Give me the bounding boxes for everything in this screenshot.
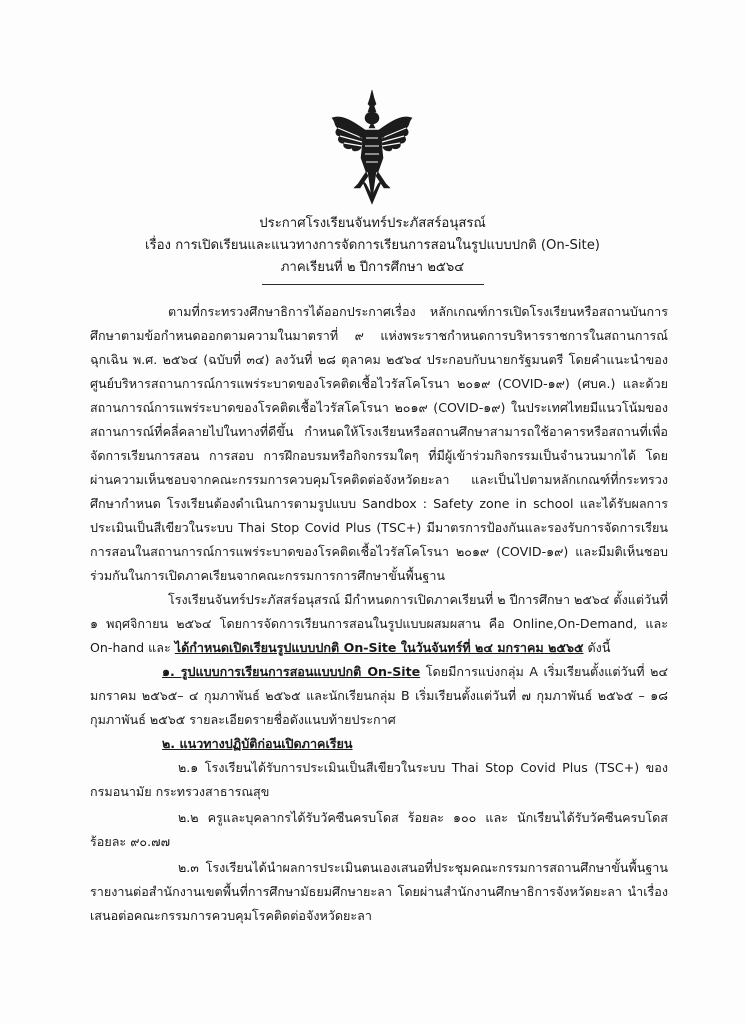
announcement-subject: เรื่อง การเปิดเรียนและแนวทางการจัดการเรียนการสอนในรูปแบบปกติ (On-Site) <box>145 238 600 253</box>
announcement-semester: ภาคเรียนที่ ๒ ปีการศึกษา ๒๕๖๔ <box>280 260 465 275</box>
section-2-3: ๒.๓ โรงเรียนได้นำผลการประเมินตนเองเสนอที่ประชุมคณะกรรมการสถานศึกษาขั้นพื้นฐาน รายงานต่อสำนักงานเขตพื้นที่การศึกษามัธยมศึกษายะลา โดยผ่านสำนักงานศึกษาธิการจังหวัดยะลา นำเรื่องเสนอต่อคณะกรรมการควบคุมโรคติดต่อจังหวัดยะลา <box>90 860 668 923</box>
section-2-heading: ๒. แนวทางปฏิบัติก่อนเปิดภาคเรียน <box>162 736 353 751</box>
section-1 <box>90 660 668 732</box>
section-2-2: ๒.๒ ครูและบุคลากรได้รับวัคซีนครบโดส ร้อยละ ๑๐๐ และ นักเรียนได้รับวัคซีนครบโดส ร้อยละ ๙๐.๗๗ <box>90 810 668 849</box>
paragraph-intro: ตามที่กระทรวงศึกษาธิการได้ออกประกาศเรื่อง หลักเกณฑ์การเปิดโรงเรียนหรือสถานบันการศึกษาตามข้อกำหนดออกตามความในมาตราที่ ๙ แห่งพระราชกำหนดการบริหารราชการในสถานการณ์ฉุกเฉิน พ.ศ. ๒๕๖๔ (ฉบับที่ ๓๔) ลงวันที่ ๒๘ ตุลาคม ๒๕๖๔ ประกอบกับนายกรัฐมนตรี โดยคำแนะนำของศูนย์บริหารสถานการณ์การแพร่ระบาดของโรคติดเชื้อไวรัสโคโรนา ๒๐๑๙ (COVID-๑๙) (ศบค.) และด้วยสถานการณ์การแพร่ระบาดของโรคติดเชื้อไวรัสโคโรนา ๒๐๑๙ (COVID-๑๙) ในประเทศไทยมีแนวโน้มของสถานการณ์ที่คลี่คลายไปในทางที่ดีขึ้น กำหนดให้โรงเรียนหรือสถานศึกษาสามารถใช้อาคารหรือสถานที่เพื่อจัดการเรียนการสอน การสอบ การฝึกอบรมหรือกิจกรรมใดๆ ที่มีผู้เข้าร่วมกิจกรรมเป็นจำนวนมากได้ โดยผ่านความเห็นชอบจากคณะกรรมการควบคุมโรคติดต่อจังหวัดยะลา และเป็นไปตามหลักเกณฑ์ที่กระทรวงศึกษากำหนด โรงเรียนต้องดำเนินการตามรูปแบบ Sandbox : Safety zone in school และได้รับผลการประเมินเป็นสีเขียวในระบบ Thai Stop Covid Plus (TSC+) มีมาตรการป้องกันและรองรับการจัดการเรียนการสอนในสถานการณ์การแพร่ระบาดของโรคติดเชื้อไวรัสโคโรนา ๒๐๑๙ (COVID-๑๙) และมีมติเห็นชอบร่วมกันในการเปิดภาคเรียนจากคณะกรรมการการศึกษาขั้นพื้นฐาน <box>90 304 668 583</box>
document-body <box>90 300 668 928</box>
section-2 <box>90 732 668 756</box>
paragraph-schedule <box>90 588 668 660</box>
schedule-tail: ดังนี้ <box>583 640 611 655</box>
schedule-text: โรงเรียนจันทร์ประภัสสร์อนุสรณ์ มีกำหนดการเปิดภาคเรียนที่ ๒ ปีการศึกษา ๒๕๖๔ ตั้งแต่วันที่ ๑ พฤศจิกายน ๒๕๖๔ โดยการจัดการเรียนการสอนในรูปแบบผสมผสาน คือ Online,On-Demand, และ On-hand และ <box>90 592 668 655</box>
announcement-title: ประกาศโรงเรียนจันทร์ประภัสสร์อนุสรณ์ <box>259 216 486 231</box>
section-2-1: ๒.๑ โรงเรียนได้รับการประเมินเป็นสีเขียวในระบบ Thai Stop Covid Plus (TSC+) ของกรมอนามัย กระทรวงสาธารณสุข <box>90 760 668 799</box>
schedule-onsite-date: ได้กำหนดเปิดเรียนรูปแบบปกติ On-Site ในวันจันทร์ที่ ๒๔ มกราคม ๒๕๖๕ <box>174 640 584 655</box>
header-divider <box>262 284 484 285</box>
section-1-text: โดยมีการแบ่งกลุ่ม A เริ่มเรียนตั้งแต่วันที่ ๒๔ มกราคม ๒๕๖๕– ๔ กุมภาพันธ์ ๒๕๖๕ และนักเรียนกลุ่ม B เริ่มเรียนตั้งแต่วันที่ ๗ กุมภาพันธ์ ๒๕๖๕ – ๑๘ กุมภาพันธ์ ๒๕๖๕ รายละเอียดรายชื่อดังแนบท้ายประกาศ <box>90 664 668 727</box>
garuda-emblem-icon <box>328 88 416 206</box>
section-1-heading: ๑. รูปแบบการเรียนการสอนแบบปกติ On-Site <box>162 664 421 679</box>
